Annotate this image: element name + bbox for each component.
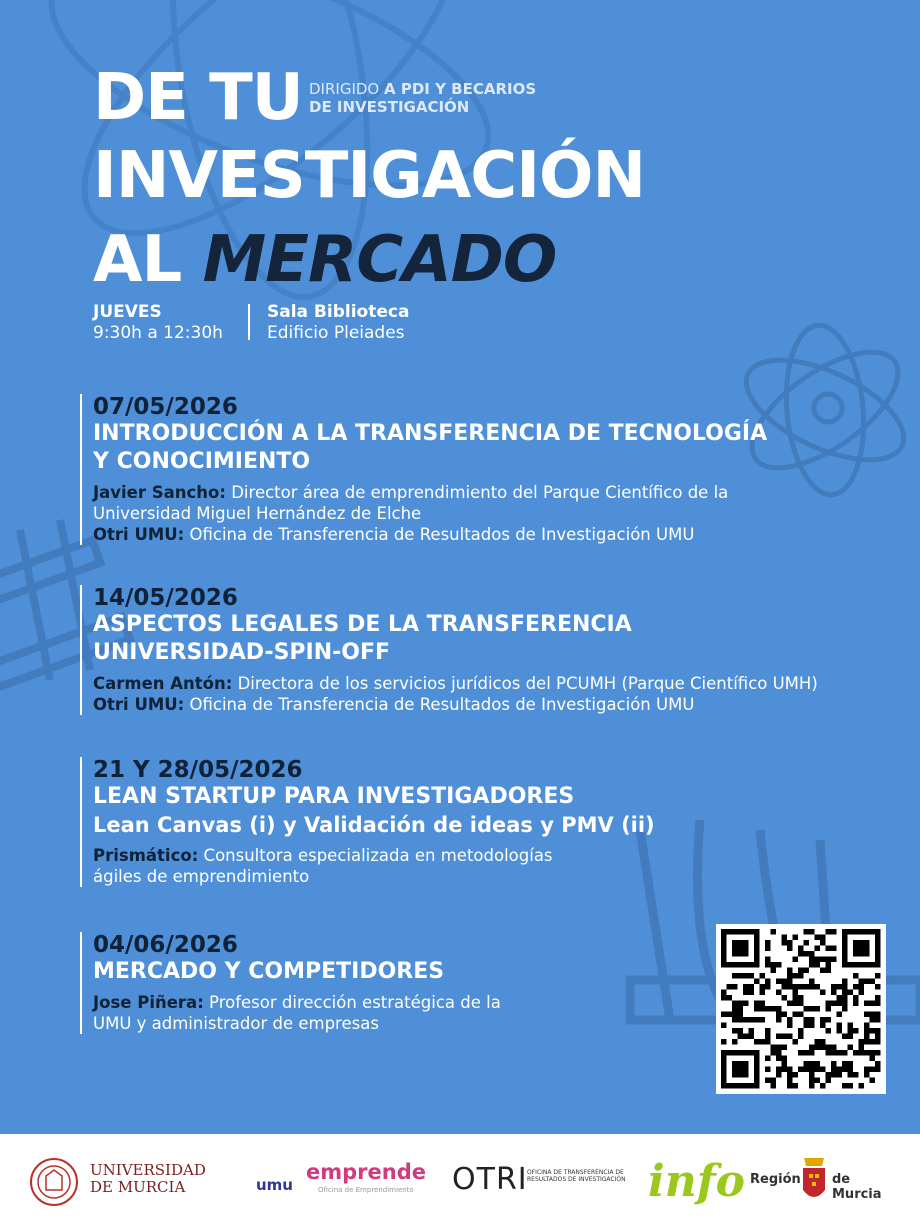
region-de-murcia-logo: Región de Murcia [750, 1150, 900, 1210]
session-title-line: ASPECTOS LEGALES DE LA TRANSFERENCIA [93, 612, 632, 637]
coat-of-arms-icon [800, 1154, 828, 1206]
speaker: Otri UMU: Oficina de Transferencia de Resultados de Investigación UMU [93, 525, 695, 544]
divider [248, 304, 250, 340]
title-line-1: DE TU [93, 61, 303, 135]
speaker: Otri UMU: Oficina de Transferencia de Resultados de Investigación UMU [93, 695, 695, 714]
session-title-line: INTRODUCCIÓN A LA TRANSFERENCIA DE TECNOLOGÍA [93, 421, 768, 446]
session-date: 04/06/2026 [93, 932, 238, 958]
session-title-line: MERCADO Y COMPETIDORES [93, 959, 445, 984]
session-date: 21 Y 28/05/2026 [93, 757, 303, 783]
audience-note: DIRIGIDO A PDI Y BECARIOS DE INVESTIGACIÓN [309, 80, 537, 116]
sponsor-footer [0, 1134, 920, 1226]
umu-emprende-logo: umu emprende Oficina de Emprendimiento [256, 1160, 426, 1194]
qr-code[interactable] [716, 924, 886, 1094]
session-title-line: UNIVERSIDAD-SPIN-OFF [93, 640, 391, 665]
university-seal-icon [28, 1156, 80, 1208]
otri-logo: OTRI OFICINA DE TRANSFERENCIA DE RESULTADOS DE INVESTIGACIÓN [452, 1162, 626, 1197]
session-1 [80, 394, 893, 545]
session-date: 07/05/2026 [93, 394, 238, 420]
session-date: 14/05/2026 [93, 585, 238, 611]
session-title-line: Y CONOCIMIENTO [93, 449, 311, 474]
info-logo: info [648, 1156, 745, 1207]
speaker: Javier Sancho: Director área de emprendimiento del Parque Científico de la Universidad Miguel Hernández de Elche [93, 483, 729, 523]
title-line-3: AL MERCADO [93, 223, 557, 297]
session-subtitle: Lean Canvas (i) y Validación de ideas y PMV (ii) [93, 813, 655, 837]
universidad-de-murcia-logo: UNIVERSIDAD DE MURCIA [28, 1156, 208, 1206]
session-3 [80, 757, 893, 887]
title-line-2: INVESTIGACIÓN [93, 139, 645, 213]
schedule: JUEVES 9:30h a 12:30h [93, 302, 223, 343]
venue: Sala Biblioteca Edificio Pleiades [267, 302, 410, 343]
session-title-line: LEAN STARTUP PARA INVESTIGADORES [93, 784, 575, 809]
speaker: Carmen Antón: Directora de los servicios jurídicos del PCUMH (Parque Científico UMH) [93, 674, 818, 693]
session-2 [80, 585, 893, 715]
qr-code-icon [716, 924, 886, 1094]
speaker: Jose Piñera: Profesor dirección estratégica de la UMU y administrador de empresas [93, 993, 501, 1033]
speaker: Prismático: Consultora especializada en metodologías ágiles de emprendimiento [93, 846, 553, 886]
